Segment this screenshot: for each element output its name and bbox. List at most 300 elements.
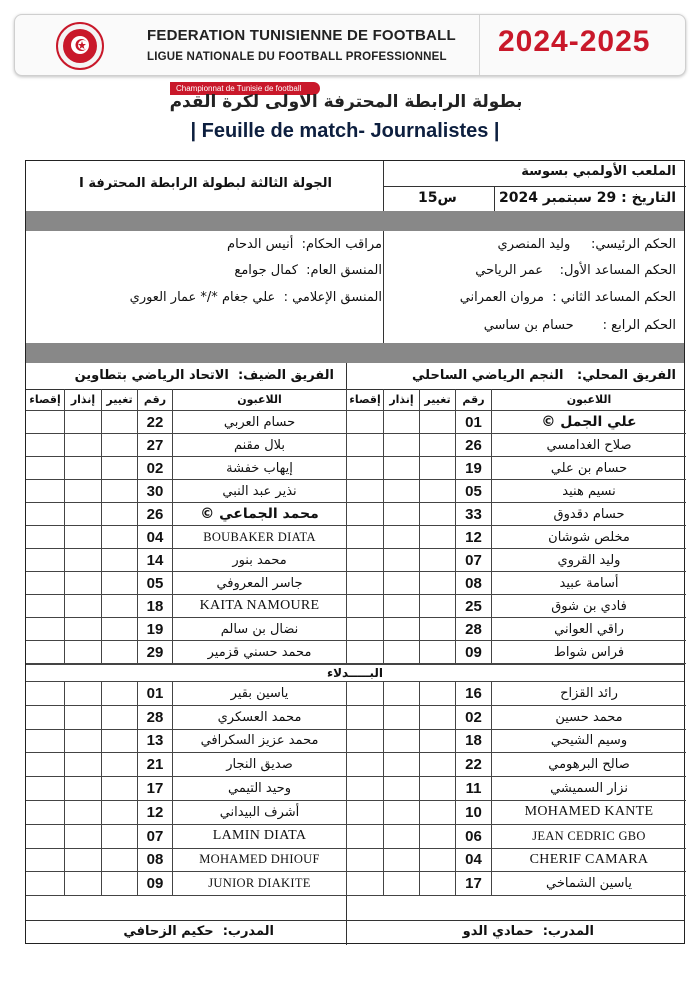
table-row [346, 434, 686, 457]
empty-cell [101, 777, 137, 800]
empty-cell [346, 618, 383, 640]
assistant2 [460, 290, 676, 305]
player-name: ياسين بقير [172, 682, 346, 705]
empty-cell [383, 706, 419, 729]
table-row [346, 730, 686, 754]
table-row [346, 872, 686, 896]
player-name: حسام العربي [172, 411, 346, 433]
home-team [412, 368, 676, 383]
ligue-title: LIGUE NATIONALE DU FOOTBALL PROFESSIONNEL [147, 51, 447, 63]
shirt-number: 17 [137, 777, 172, 800]
empty-cell [101, 753, 137, 776]
table-row [346, 753, 686, 777]
player-name: وليد القروي [491, 549, 686, 571]
observer-name: أنيس الدحام [227, 237, 294, 252]
empty-cell [419, 641, 455, 663]
championship-badge: Championnat de Tunisie de football [170, 82, 320, 95]
empty-cell [346, 753, 383, 776]
table-row [346, 572, 686, 595]
officials-divider [383, 231, 384, 343]
player-name: محمد حسني قزمير [172, 641, 346, 663]
player-name: نذير عبد النبي [172, 480, 346, 502]
assistant2-label: الحكم المساعد الثاني : [552, 290, 676, 305]
empty-cell [419, 801, 455, 824]
player-name: بلال مقنم [172, 434, 346, 456]
column-header-players: اللاعبون [491, 389, 686, 410]
player-name: فراس شواط [491, 641, 686, 663]
shirt-number: 02 [137, 457, 172, 479]
empty-cell [383, 801, 419, 824]
empty-cell [419, 730, 455, 753]
table-row [346, 706, 686, 730]
empty-cell [419, 549, 455, 571]
table-row [346, 549, 686, 572]
away-coach-name: حكيم الزحافي [123, 924, 214, 939]
empty-cell [419, 706, 455, 729]
empty-cell [64, 706, 101, 729]
table-row [26, 595, 346, 618]
empty-cell [419, 526, 455, 548]
table-row [26, 503, 346, 526]
sheet-title: | Feuille de match- Journalistes | [190, 120, 500, 142]
empty-cell [64, 411, 101, 433]
round: الجولة الثالثة لبطولة الرابطة المحترفة I [79, 176, 332, 191]
table-row [26, 872, 346, 896]
shirt-number: 29 [137, 641, 172, 663]
player-name: نزار السميشي [491, 777, 686, 800]
player-name: ياسين الشماخي [491, 872, 686, 895]
stadium: الملعب الأولمبي بسوسة [521, 164, 676, 179]
empty-cell [101, 706, 137, 729]
empty-cell [64, 641, 101, 663]
shirt-number: 30 [137, 480, 172, 502]
shirt-number: 18 [137, 595, 172, 617]
table-row [26, 618, 346, 641]
season-box [479, 15, 687, 75]
empty-cell [26, 849, 64, 872]
empty-cell [383, 549, 419, 571]
empty-cell [64, 503, 101, 525]
empty-cell [26, 457, 64, 479]
table-row [26, 434, 346, 457]
media-coordinator [130, 290, 382, 305]
home-team-name: النجم الرياضي الساحلي [411, 368, 564, 383]
shirt-number: 07 [137, 825, 172, 848]
table-row [26, 825, 346, 849]
player-name: صديق النجار [172, 753, 346, 776]
empty-cell [383, 457, 419, 479]
table-row [346, 801, 686, 825]
player-name: حسام دقدوق [491, 503, 686, 525]
separator-band [26, 211, 684, 231]
shirt-number: 08 [137, 849, 172, 872]
empty-cell [101, 872, 137, 895]
document-header [14, 14, 686, 76]
column-header-number: رقم [137, 389, 172, 410]
shirt-number: 06 [455, 825, 491, 848]
column-header-sub: تغيير [419, 389, 455, 410]
empty-cell [419, 825, 455, 848]
column-header-warning: إنذار [64, 389, 101, 410]
shirt-number: 12 [455, 526, 491, 548]
player-name: صالح البرهومي [491, 753, 686, 776]
shirt-number: 17 [455, 872, 491, 895]
empty-cell [26, 503, 64, 525]
info-row-line [383, 186, 686, 187]
empty-cell [26, 480, 64, 502]
shirt-number: 28 [137, 706, 172, 729]
ftf-logo-icon [55, 21, 105, 71]
table-row [346, 777, 686, 801]
home-table-header [346, 389, 686, 411]
player-name: LAMIN DIATA [172, 825, 346, 848]
empty-cell [346, 872, 383, 895]
observer [227, 237, 382, 252]
home-team-label: الفريق المحلي: [577, 368, 676, 383]
table-row [26, 411, 346, 434]
table-row [26, 777, 346, 801]
table-row [26, 682, 346, 706]
empty-cell [346, 849, 383, 872]
empty-cell [346, 706, 383, 729]
table-row [346, 595, 686, 618]
shirt-number: 22 [455, 753, 491, 776]
table-row [26, 801, 346, 825]
empty-cell [101, 682, 137, 705]
player-name: محمد العسكري [172, 706, 346, 729]
shirt-number: 09 [137, 872, 172, 895]
empty-cell [346, 549, 383, 571]
table-row [346, 641, 686, 664]
empty-cell [383, 411, 419, 433]
player-name: محمد عزيز السكرافي [172, 730, 346, 753]
player-name: MOHAMED DHIOUF [172, 849, 346, 872]
media-coord-label: المنسق الإعلامي : [283, 290, 382, 305]
shirt-number: 05 [455, 480, 491, 502]
table-row [26, 572, 346, 595]
general-coordinator [234, 263, 382, 278]
player-name: راقي العواني [491, 618, 686, 640]
table-row [26, 457, 346, 480]
empty-cell [346, 526, 383, 548]
empty-cell [419, 682, 455, 705]
column-header-expulsion: إقصاء [29, 393, 61, 406]
empty-cell [101, 572, 137, 594]
empty-cell [346, 777, 383, 800]
table-row [346, 480, 686, 503]
player-name: جاسر المعروفي [172, 572, 346, 594]
home-coach [463, 924, 594, 939]
empty-cell [64, 753, 101, 776]
empty-cell [101, 457, 137, 479]
empty-cell [26, 682, 64, 705]
column-header-expulsion: إقصاء [346, 389, 383, 410]
empty-cell [383, 526, 419, 548]
table-row [26, 549, 346, 572]
player-name: رائد القزاح [491, 682, 686, 705]
coach-row-line [26, 920, 684, 921]
empty-cell [346, 801, 383, 824]
player-name: BOUBAKER DIATA [172, 526, 346, 548]
empty-cell [101, 549, 137, 571]
empty-cell [26, 730, 64, 753]
assistant1 [475, 263, 676, 278]
player-name: محمد بنور [172, 549, 346, 571]
player-name: KAITA NAMOURE [172, 595, 346, 617]
empty-cell [346, 730, 383, 753]
empty-cell [419, 572, 455, 594]
empty-cell [64, 777, 101, 800]
shirt-number: 13 [137, 730, 172, 753]
empty-cell [383, 480, 419, 502]
empty-cell [419, 849, 455, 872]
empty-cell [101, 480, 137, 502]
home-coach-label: المدرب: [542, 924, 594, 939]
empty-cell [64, 825, 101, 848]
empty-cell [64, 801, 101, 824]
shirt-number: 26 [455, 434, 491, 456]
empty-cell [101, 825, 137, 848]
shirt-number: 18 [455, 730, 491, 753]
empty-cell [346, 503, 383, 525]
empty-cell [64, 480, 101, 502]
shirt-number: 02 [455, 706, 491, 729]
table-row [346, 411, 686, 434]
empty-cell [383, 641, 419, 663]
shirt-number: 05 [137, 572, 172, 594]
main-referee [498, 237, 676, 252]
table-row [346, 618, 686, 641]
empty-cell [26, 549, 64, 571]
empty-cell [419, 618, 455, 640]
federation-title: FEDERATION TUNISIENNE DE FOOTBALL [147, 27, 456, 44]
column-header-players: اللاعبون [172, 389, 346, 410]
away-team [75, 368, 334, 383]
empty-cell [26, 434, 64, 456]
empty-cell [383, 682, 419, 705]
empty-cell [64, 618, 101, 640]
empty-cell [419, 777, 455, 800]
player-name: نسيم هنيد [491, 480, 686, 502]
table-row [26, 730, 346, 754]
table-row [346, 503, 686, 526]
shirt-number: 07 [455, 549, 491, 571]
assistant1-name: عمر الرياحي [475, 263, 544, 278]
shirt-number: 10 [455, 801, 491, 824]
shirt-number: 28 [455, 618, 491, 640]
empty-cell [101, 595, 137, 617]
shirt-number: 33 [455, 503, 491, 525]
empty-cell [346, 480, 383, 502]
table-row [346, 526, 686, 549]
player-name: أشرف البيداني [172, 801, 346, 824]
away-table-header [26, 389, 346, 411]
column-header-warning: إنذار [383, 389, 419, 410]
main-referee-label: الحكم الرئيسي: [590, 237, 676, 252]
empty-cell [383, 618, 419, 640]
league-title-ar: بطولة الرابطة المحترفة الاولى لكرة القدم [169, 92, 523, 112]
player-name: مخلص شوشان [491, 526, 686, 548]
empty-cell [26, 706, 64, 729]
empty-cell [419, 457, 455, 479]
empty-cell [346, 411, 383, 433]
empty-cell [64, 457, 101, 479]
assistant1-label: الحكم المساعد الأول: [559, 263, 676, 278]
table-row [26, 849, 346, 873]
empty-cell [101, 411, 137, 433]
shirt-number: 04 [137, 526, 172, 548]
column-header-number: رقم [455, 389, 491, 410]
empty-cell [26, 641, 64, 663]
player-name: وسيم الشيحي [491, 730, 686, 753]
empty-cell [383, 572, 419, 594]
empty-cell [101, 730, 137, 753]
empty-cell [419, 503, 455, 525]
empty-cell [419, 872, 455, 895]
empty-cell [419, 595, 455, 617]
media-coord-name: علي جغام */* عمار العوري [129, 290, 276, 305]
empty-cell [383, 825, 419, 848]
empty-cell [346, 825, 383, 848]
empty-cell [26, 801, 64, 824]
shirt-number: 11 [455, 777, 491, 800]
season-label: 2024-2025 [498, 25, 651, 58]
empty-cell [26, 825, 64, 848]
empty-cell [383, 503, 419, 525]
player-name: حسام بن علي [491, 457, 686, 479]
away-team-label: الفريق الضيف: [237, 368, 334, 383]
home-coach-name: حمادي الدو [462, 924, 534, 939]
empty-cell [101, 801, 137, 824]
fourth-label: الحكم الرابع : [602, 318, 676, 333]
match-sheet [25, 160, 685, 944]
empty-cell [26, 753, 64, 776]
empty-cell [101, 849, 137, 872]
match-date: التاريخ : 29 سبتمبر 2024 [499, 190, 676, 206]
fourth-official [484, 318, 676, 333]
table-row [346, 825, 686, 849]
player-name: محمد حسين [491, 706, 686, 729]
empty-cell [26, 526, 64, 548]
empty-cell [419, 411, 455, 433]
player-name: وحيد التيمي [172, 777, 346, 800]
empty-cell [346, 682, 383, 705]
empty-cell [26, 872, 64, 895]
table-row [346, 849, 686, 873]
player-name: CHERIF CAMARA [491, 849, 686, 872]
empty-cell [383, 753, 419, 776]
player-name: أسامة عبيد [491, 572, 686, 594]
player-name: صلاح الغدامسي [491, 434, 686, 456]
shirt-number: 16 [455, 682, 491, 705]
empty-cell [419, 753, 455, 776]
empty-cell [26, 595, 64, 617]
shirt-number: 01 [137, 682, 172, 705]
empty-cell [383, 872, 419, 895]
empty-cell [101, 641, 137, 663]
player-name: JUNIOR DIAKITE [172, 872, 346, 895]
empty-cell [64, 682, 101, 705]
player-name: MOHAMED KANTE [491, 801, 686, 824]
shirt-number: 08 [455, 572, 491, 594]
assistant2-name: مروان العمراني [459, 290, 545, 305]
separator-band [26, 343, 684, 363]
empty-cell [64, 549, 101, 571]
empty-cell [383, 595, 419, 617]
empty-cell [64, 849, 101, 872]
shirt-number: 19 [455, 457, 491, 479]
substitutes-row [26, 664, 684, 682]
shirt-number: 26 [137, 503, 172, 525]
empty-cell [346, 434, 383, 456]
empty-cell [64, 595, 101, 617]
fourth-name: حسام بن ساسي [483, 318, 574, 333]
match-time: س15 [418, 190, 457, 206]
empty-cell [26, 411, 64, 433]
observer-label: مراقب الحكام: [301, 237, 382, 252]
away-coach [123, 924, 274, 939]
time-divider [494, 186, 495, 211]
away-coach-label: المدرب: [222, 924, 274, 939]
empty-cell [26, 618, 64, 640]
shirt-number: 04 [455, 849, 491, 872]
away-team-name: الاتحاد الرياضي بتطاوين [74, 368, 229, 383]
shirt-number: 25 [455, 595, 491, 617]
shirt-number: 21 [137, 753, 172, 776]
empty-cell [64, 872, 101, 895]
empty-cell [346, 572, 383, 594]
empty-cell [101, 618, 137, 640]
main-referee-name: وليد المنصري [497, 237, 571, 252]
player-name: علي الجمل © [491, 411, 686, 433]
empty-cell [346, 457, 383, 479]
table-row [26, 753, 346, 777]
empty-cell [383, 730, 419, 753]
table-row [26, 526, 346, 549]
empty-cell [383, 434, 419, 456]
general-coord-label: المنسق العام: [306, 263, 382, 278]
empty-cell [419, 434, 455, 456]
table-row [26, 641, 346, 664]
empty-cell [383, 777, 419, 800]
empty-cell [64, 572, 101, 594]
shirt-number: 09 [455, 641, 491, 663]
table-row [26, 706, 346, 730]
empty-cell [64, 730, 101, 753]
general-coord-name: كمال جوامع [234, 263, 298, 278]
table-row [346, 457, 686, 480]
shirt-number: 22 [137, 411, 172, 433]
empty-cell [101, 434, 137, 456]
empty-cell [419, 480, 455, 502]
shirt-number: 12 [137, 801, 172, 824]
player-name: إيهاب خفشة [172, 457, 346, 479]
empty-cell [101, 503, 137, 525]
empty-cell [383, 849, 419, 872]
empty-cell [26, 777, 64, 800]
player-name: فادي بن شوق [491, 595, 686, 617]
player-name: محمد الجماعي © [172, 503, 346, 525]
shirt-number: 01 [455, 411, 491, 433]
table-row [26, 480, 346, 503]
empty-cell [346, 595, 383, 617]
column-header-sub: تغيير [101, 389, 137, 410]
empty-cell [64, 526, 101, 548]
shirt-number: 14 [137, 549, 172, 571]
empty-cell [64, 434, 101, 456]
substitutes-label: البـــــدلاء [326, 666, 384, 680]
player-name: JEAN CEDRIC GBO [491, 825, 686, 848]
